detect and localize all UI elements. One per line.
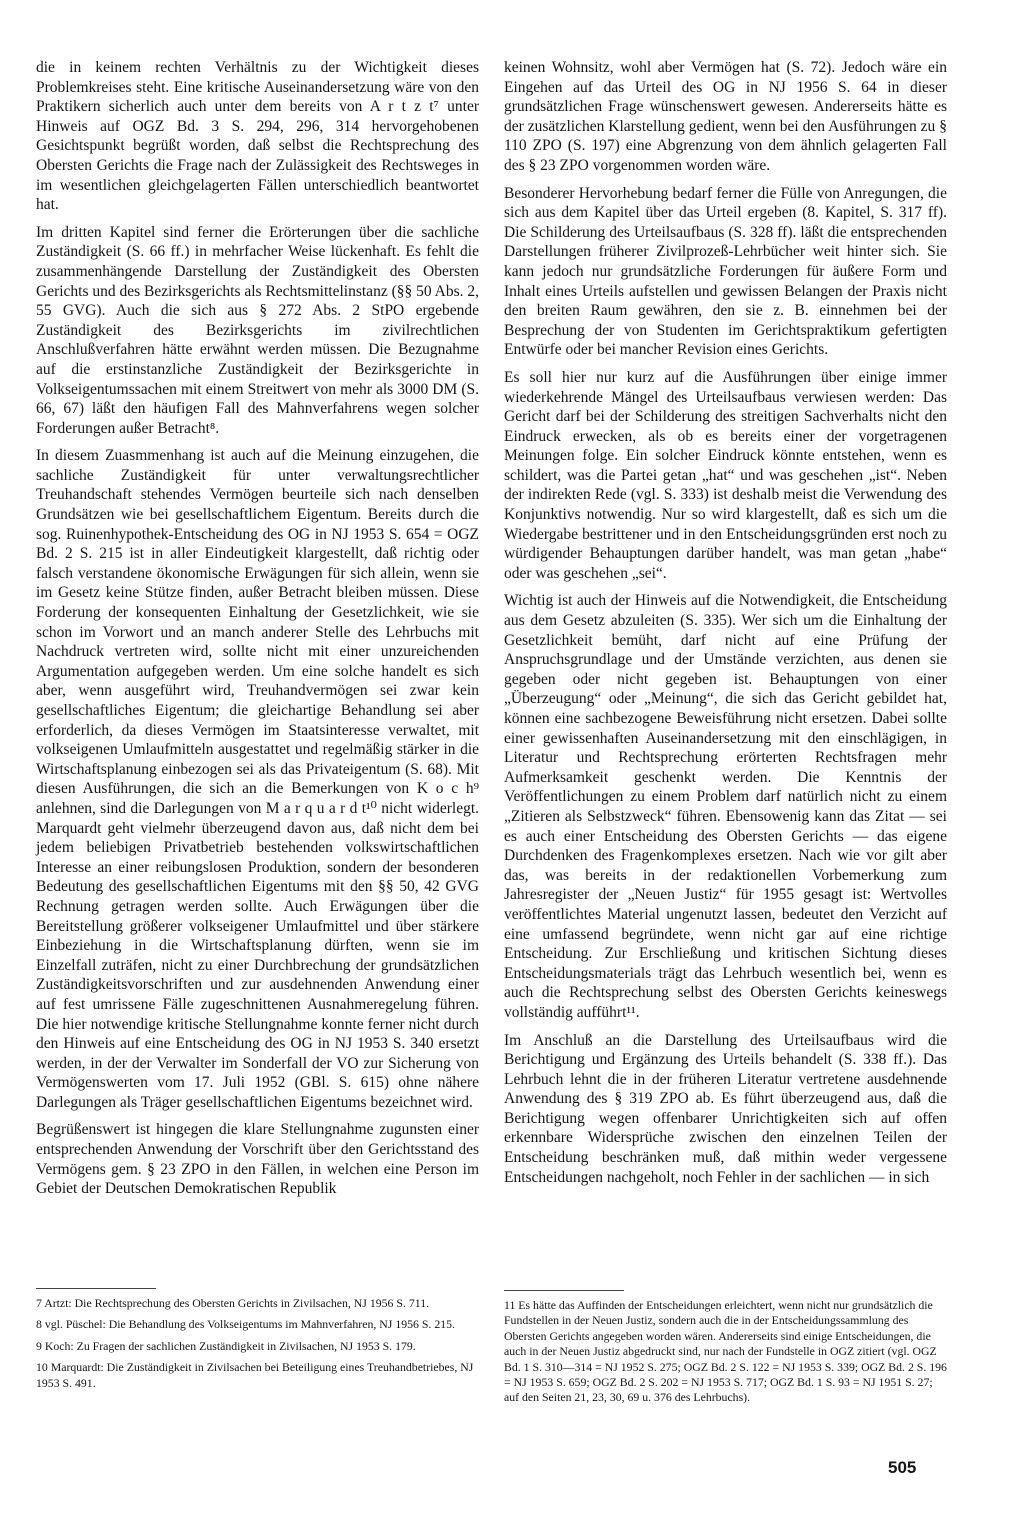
footnote: 10 Marquardt: Die Zuständigkeit in Zivilsachen bei Beteiligung eines Treuhandbetriebes, NJ 1953 S. 491. xyxy=(36,1360,474,1390)
footnote: 8 vgl. Püschel: Die Behandlung des Volkseigentums im Mahnverfahren, NJ 1956 S. 215. xyxy=(36,1317,455,1332)
footnote: 7 Artzt: Die Rechtsprechung des Obersten Gerichts in Zivilsachen, NJ 1956 S. 711. xyxy=(36,1296,430,1310)
footnote-divider-right xyxy=(504,1290,624,1291)
paragraph: die in keinem rechten Verhältnis zu der Wichtigkeit dieses Problemkreises steht. Eine kritische Auseinandersetzung wäre von den Praktikern sicherlich auch unter dem bereits von A r t z t⁷ unter Hinweis auf OGZ Bd. 3 S. 294, 296, 314 hervorgehobenen Gesichtspunkt begrüßt worden, daß selbst die Rechtsprechung des Obersten Gerichts die Frage nach der Zulässigkeit des Rechtsweges in im wesentlichen gleichgelagerten Fällen unterschiedlich beantwortet hat. xyxy=(36,59,479,214)
footnote: 9 Koch: Zu Fragen der sachlichen Zuständigkeit in Zivilsachen, NJ 1953 S. 179. xyxy=(36,1338,416,1353)
paragraph: keinen Wohnsitz, wohl aber Vermögen hat (S. 72). Jedoch wäre ein Eingehen auf das Urteil des OG in NJ 1956 S. 64 in dieser grundsätzlichen Frage wünschenswert gewesen. Andererseits hätte es der zusätzlichen Klarstellung gedient, wenn bei den Ausführungen zu § 110 ZPO (S. 197) eine Abgrenzung von dem ähnlich gelagerten Fall des § 23 ZPO vorgenommen worden wäre. xyxy=(504,59,947,174)
paragraph: Begrüßenswert ist hingegen die klare Stellungnahme zugunsten einer entsprechenden Anwendung der Vorschrift über den Gerichtsstand des Vermögens gem. § 23 ZPO in den Fällen, in welchen eine Person im Gebiet der Deutschen Demokratischen Republik xyxy=(36,1121,479,1198)
paragraph: Es soll hier nur kurz auf die Ausführungen über einige immer wiederkehrende Mängel des Urteilsaufbaus verwiesen werden: Das Gericht darf bei der Schilderung des streitigen Sachverhalts nicht den Eindruck erwecken, als ob es bereits einer der vorgetragenen Meinungen folge. Ein solcher Eindruck könnte entstehen, wenn es schildert, was die Partei getan „hat“ und was geschehen „ist“. Neben der indirekten Rede (vgl. S. 333) ist deshalb meist die Verwendung des Konjunktivs notwendig. Nur so wird klargestellt, daß es sich um die Wiedergabe bestrittener und in den Entscheidungsgründen erst noch zu würdigender Behauptungen darüber handelt, was man getan „habe“ oder was geschehen „sei“. xyxy=(504,368,947,582)
paragraph: Im dritten Kapitel sind ferner die Erörterungen über die sachliche Zuständigkeit (S. 66 ff.) in mehrfacher Weise lückenhaft. Es fehlt die zusammenhängende Darstellung der Zuständigkeit des Obersten Gerichts und des Bezirksgerichts als Rechtsmittelinstanz (§§ 50 Abs. 2, 55 GVG). Auch die sich aus § 272 Abs. 2 StPO ergebende Zuständigkeit des Bezirksgerichts im zivilrechtlichen Anschlußverfahren hätte erwähnt werden müssen. Die Bezugnahme auf die erstinstanzliche Zuständigkeit der Bezirksgerichte in Volkseigentumssachen mit einem Streitwert von mehr als 3000 DM (S. 66, 67) läßt den häufigen Fall des Mahnverfahrens wegen solcher Forderungen außer Betracht⁸. xyxy=(36,223,479,437)
footnote-divider-left xyxy=(36,1288,156,1289)
right-column xyxy=(504,58,947,1195)
page-number: 505 xyxy=(888,1458,917,1477)
left-column xyxy=(36,58,479,1207)
footnotes-left xyxy=(36,1296,479,1397)
paragraph: In diesem Zuasmmenhang ist auch auf die Meinung einzugehen, die sachliche Zuständigkeit für unter verwaltungsrechtlicher Treuhandschaft stehendes Vermögen beurteile sich nach denselben Grundsätzen wie bei gesellschaftlichem Eigentum. Bereits durch die sog. Ruinenhypothek-Entscheidung des OG in NJ 1953 S. 654 = OGZ Bd. 2 S. 215 ist in aller Eindeutigkeit klargestellt, daß richtig oder falsch verstandene ökonomische Erwägungen für sich allein, wenn sie im Gesetz keine Stütze finden, außer Betracht bleiben müssen. Diese Forderung der konsequenten Einhaltung der Gesetzlichkeit, wie sie schon im Vorwort und an manch anderer Stelle des Lehrbuchs mit Nachdruck vertreten wird, sollte nicht mit einer unzureichenden Argumentation aufgegeben werden. Um eine solche handelt es sich aber, wenn ausgeführt wird, Treuhandvermögen sei zwar kein gesellschaftliches Eigentum; die gleichartige Behandlung sei aber erforderlich, da dieses Vermögen im Staatsinteresse verwaltet, mit volkseigenen Umlaufmitteln ausgestattet und regelmäßig stärker in die Wirtschaftsplanung einbezogen sei als das Privateigentum (S. 68). Mit diesen Ausführungen, die sich an die Bemerkungen von K o c h⁹ anlehnen, sind die Darlegungen von M a r q u a r d t¹⁰ nicht widerlegt. Marquardt geht vielmehr überzeugend davon aus, daß nicht dem bei jedem beliebigen Privatbetrieb bestehenden volkswirtschaftlichen Interesse an einer reibungslosen Produktion, sondern der besonderen Bedeutung des gesellschaftlichen Eigentums mit den §§ 50, 42 GVG Rechnung getragen werden sollte. Auch Erwägungen über die Bereitstellung größerer volkseigener Umlaufmittel und über stärkere Einbeziehung in die Wirtschaftsplanung dürften, wenn sie im Einzelfall zuträfen, nicht zu einer Durchbrechung der grundsätzlichen Zuständigkeitsvorschriften und zur ausdehnenden Anwendung einer auf fest umrissene Fälle zugeschnittenen Ausnahmeregelung führen. Die hier notwendige kritische Stellungnahme konnte ferner nicht durch den Hinweis auf eine Entscheidung des OG in NJ 1953 S. 340 ersetzt werden, in der der Verwalter im Sonderfall der VO zur Sicherung von Vermögenswerten vom 17. Juli 1952 (GBl. S. 615) ohne nähere Darlegungen als Träger gesellschaftlichen Eigentums bezeichnet wird. xyxy=(36,447,479,1111)
footnote: 11 Es hätte das Auffinden der Entscheidungen erleichtert, wenn nicht nur grundsätzlich die Fundstellen in der Neuen Justiz, sondern auch die in der Entscheidungssammlung des Obersten Gerichts angegeben worden wären. Andererseits sind einige Entscheidungen, die auch in der Neuen Justiz abgedruckt sind, nur nach der Fundstelle in OGZ zitiert (vgl. OGZ Bd. 1 S. 310—314 = NJ 1952 S. 275; OGZ Bd. 2 S. 122 = NJ 1953 S. 339; OGZ Bd. 2 S. 196 = NJ 1953 S. 659; OGZ Bd. 2 S. 202 = NJ 1953 S. 717; OGZ Bd. 1 S. 93 = NJ 1951 S. 27; auf den Seiten 21, 23, 30, 69 u. 376 des Lehrbuchs). xyxy=(504,1298,947,1405)
paragraph: Im Anschluß an die Darstellung des Urteilsaufbaus wird die Berichtigung und Ergänzung des Urteils behandelt (S. 338 ff.). Das Lehrbuch lehnt die in der früheren Literatur vertretene ausdehnende Anwendung des § 319 ZPO ab. Es führt überzeugend aus, daß die Berichtigung wegen offenbarer Unrichtigkeiten sich auf offen erkennbare Widersprüche zwischen den einzelnen Teilen der Entscheidung beschränken muß, daß mithin weder vergessene Entscheidungen nachgeholt, noch Fehler in der sachlichen — in sich xyxy=(504,1031,947,1186)
footnotes-right xyxy=(504,1298,947,1406)
paragraph: Wichtig ist auch der Hinweis auf die Notwendigkeit, die Entscheidung aus dem Gesetz abzuleiten (S. 335). Wer sich um die Einhaltung der Gesetzlichkeit bemüht, darf nicht auf eine Prüfung der Anspruchsgrundlage und der Umstände verzichten, aus denen sie gegeben oder nicht gegeben ist. Behauptungen von einer „Überzeugung“ oder „Meinung“, die sich das Gericht gebildet hat, können eine sachbezogene Beweisführung nicht ersetzen. Dabei sollte einer gewissenhaften Auseinandersetzung mit den einschlägigen, in Literatur und Rechtsprechung erörterten Rechtsfragen mehr Aufmerksamkeit geschenkt werden. Die Kenntnis der Veröffentlichungen zu einem Problem darf natürlich nicht zu einem „Zitieren als Selbstzweck“ führen. Ebensowenig kann das Zitat — sei es auch einer Entscheidung des Obersten Gerichts — das eigene Durchdenken des Fragenkomplexes ersetzen. Nach wie vor gilt aber das, was bereits in der redaktionellen Vorbemerkung zum Jahresregister der „Neuen Justiz“ für 1955 gesagt ist: Wertvolles veröffentlichtes Material ungenutzt lassen, bedeutet den Verzicht auf eine umfassend begründete, wenn nicht gar auf eine richtige Entscheidung. Zur Erschließung und kritischen Sichtung dieses Entscheidungsmaterials trägt das Lehrbuch wesentlich bei, wenn es auch die Rechtsprechung selbst des Obersten Gerichts keineswegs vollständig aufführt¹¹. xyxy=(504,592,947,1021)
paragraph: Besonderer Hervorhebung bedarf ferner die Fülle von Anregungen, die sich aus dem Kapitel über das Urteil ergeben (8. Kapitel, S. 317 ff). Die Schilderung des Urteilsaufbaus (S. 328 ff). läßt die entsprechenden Darstellungen früherer Zivilprozeß-Lehrbücher weit hinter sich. Sie kann jedoch nur grundsätzliche Forderungen für äußere Form und Inhalt eines Urteils aufstellen und gewissen Belangen der Praxis nicht den breiten Raum gewähren, den sie z. B. einnehmen bei der Besprechung der von Studenten im Gerichtspraktikum gefertigten Entwürfe oder bei mancher Revision eines Gerichts. xyxy=(504,184,947,359)
